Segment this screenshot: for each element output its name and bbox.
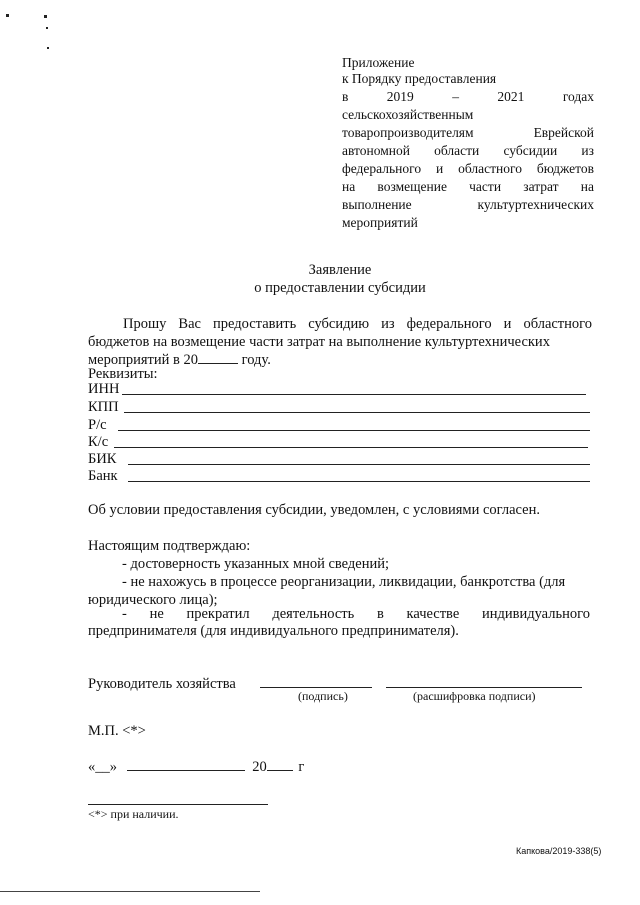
word: товаропроизводителям xyxy=(342,125,474,140)
word: областного xyxy=(458,161,522,176)
word: на xyxy=(580,179,594,194)
appendix-line: Приложение xyxy=(342,55,415,70)
date-line xyxy=(88,758,304,776)
word: и xyxy=(503,316,512,332)
word: федерального xyxy=(342,161,422,176)
appendix-line: сельскохозяйственным xyxy=(342,107,474,122)
request-line xyxy=(123,315,592,333)
requisite-row-inn xyxy=(88,381,598,397)
appendix-line xyxy=(342,197,594,213)
appendix-line: к Порядку предоставления xyxy=(342,71,497,86)
confirm-item: - достоверность указанных мной сведений; xyxy=(122,556,390,572)
signature-field[interactable] xyxy=(260,687,372,688)
scan-edge xyxy=(0,891,260,892)
footnote-separator xyxy=(88,804,268,805)
scan-mark xyxy=(44,15,47,18)
word: Прошу xyxy=(123,316,167,332)
correspondent-account-field[interactable] xyxy=(114,447,588,448)
date-year-prefix: 20 xyxy=(252,759,267,775)
requisite-row-bank xyxy=(88,468,598,484)
date-year-field[interactable] xyxy=(267,758,293,771)
appendix-line xyxy=(342,125,594,141)
word: - xyxy=(122,606,127,622)
word: культуртехнических xyxy=(477,197,594,212)
requisite-row-ks xyxy=(88,434,598,450)
signature-caption: (подпись) xyxy=(298,689,348,703)
word: предоставить xyxy=(213,316,297,332)
word: возмещение xyxy=(377,179,447,194)
signature-decode-caption: (расшифровка подписи) xyxy=(413,689,536,703)
appendix-line: мероприятий xyxy=(342,215,418,230)
confirm-item: предпринимателя (для индивидуального предпринимателя). xyxy=(88,623,459,639)
word: прекратил xyxy=(186,606,250,622)
word: субсидии xyxy=(503,143,558,158)
confirm-intro: Настоящим подтверждаю: xyxy=(88,538,251,554)
word: в xyxy=(376,606,384,622)
confirm-item: юридического лица); xyxy=(88,592,218,608)
appendix-line xyxy=(342,143,594,159)
requisite-label: ИНН xyxy=(88,381,120,397)
bik-field[interactable] xyxy=(128,464,590,465)
word: 2019 xyxy=(386,89,414,104)
inn-field[interactable] xyxy=(122,394,586,395)
appendix-line xyxy=(342,179,594,195)
date-day[interactable]: «__» xyxy=(88,759,117,775)
word: не xyxy=(149,606,164,622)
head-label: Руководитель хозяйства xyxy=(88,676,236,692)
word: Вас xyxy=(178,316,201,332)
consent-text: Об условии предоставления субсидии, уведомлен, с условиями согласен. xyxy=(88,502,540,518)
word: из xyxy=(581,143,594,158)
scan-mark xyxy=(46,27,48,29)
date-year-suffix: г xyxy=(298,759,305,775)
word: Еврейской xyxy=(533,125,594,140)
requisite-label: К/с xyxy=(88,434,109,450)
scan-mark xyxy=(47,47,49,49)
word: бюджетов xyxy=(536,161,594,176)
requisite-label: Р/с xyxy=(88,417,107,433)
appendix-line xyxy=(342,89,594,105)
scan-mark xyxy=(6,14,9,17)
requisite-label: КПП xyxy=(88,399,119,415)
requisites-label: Реквизиты: xyxy=(88,366,158,382)
word: субсидию xyxy=(308,316,370,332)
request-line: бюджетов на возмещение части затрат на выполнение культуртехнических xyxy=(88,334,550,350)
confirm-item: - не нахожусь в процессе реорганизации, ликвидации, банкротства (для xyxy=(122,574,566,590)
request-year-suffix: году. xyxy=(241,352,271,368)
word: автономной xyxy=(342,143,410,158)
word: индивидуального xyxy=(481,606,590,622)
footnote: <*> при наличии. xyxy=(88,807,179,821)
year-blank[interactable] xyxy=(198,351,238,364)
date-month-field[interactable] xyxy=(127,758,245,771)
confirm-item xyxy=(122,605,590,623)
requisite-label: БИК xyxy=(88,451,117,467)
word: затрат xyxy=(523,179,559,194)
kpp-field[interactable] xyxy=(124,412,590,413)
word: и xyxy=(436,161,444,176)
document-subtitle: о предоставлении субсидии xyxy=(254,280,426,296)
word: в xyxy=(342,89,349,104)
settlement-account-field[interactable] xyxy=(118,430,590,431)
word: федерального xyxy=(406,316,492,332)
bank-field[interactable] xyxy=(128,481,590,482)
word: части xyxy=(469,179,502,194)
requisite-row-bik xyxy=(88,451,598,467)
word: – xyxy=(452,89,459,104)
request-year-text: мероприятий в 20 xyxy=(88,352,199,368)
word: на xyxy=(342,179,356,194)
word: качестве xyxy=(406,606,460,622)
document-title: Заявление xyxy=(308,262,372,278)
document-code: Капкова/2019-338(5) xyxy=(516,846,602,856)
appendix-line xyxy=(342,161,594,177)
word: областного xyxy=(523,316,592,332)
word: из xyxy=(381,316,395,332)
requisite-row-kpp xyxy=(88,399,598,415)
word: годах xyxy=(562,89,594,104)
requisite-row-rs xyxy=(88,417,598,433)
word: области xyxy=(434,143,480,158)
word: 2021 xyxy=(497,89,525,104)
signature-decode-field[interactable] xyxy=(386,687,582,688)
requisite-label: Банк xyxy=(88,468,118,484)
stamp-place: М.П. <*> xyxy=(88,723,146,739)
word: деятельность xyxy=(272,606,355,622)
word: выполнение xyxy=(342,197,412,212)
